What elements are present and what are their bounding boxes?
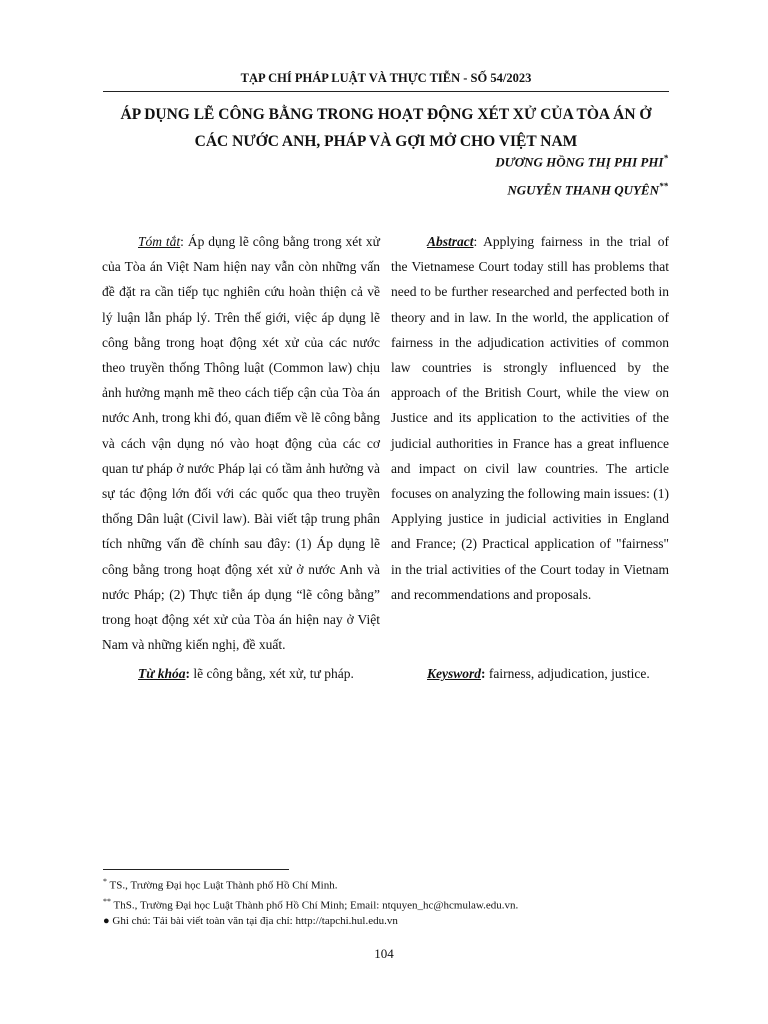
keywords-en [391, 661, 669, 686]
author-1-name: DƯƠNG HỒNG THỊ PHI PHI [495, 154, 664, 170]
keywords-vi-label: Từ khóa [138, 666, 186, 682]
page-number: 104 [374, 946, 394, 961]
article-title [103, 101, 669, 155]
summary-vi [102, 229, 380, 657]
summary-vi-text: : Áp dụng lẽ công bằng trong xét xử của Tòa án Việt Nam hiện nay vẫn còn những vấn đề đặt ra cần tiếp tục nghiên cứu hoàn thiện cả về lý luận lẫn pháp lý. Trên thế giới, việc áp dụng lẽ công bằng trong hoạt động xét xử của các nước theo truyền thống Thông luật (Common law) chịu ảnh hưởng mạnh mẽ theo cách tiếp cận của Tòa án nước Anh, trong khi đó, quan điểm về lẽ công bằng và cách vận dụng nó vào hoạt động của các cơ quan tư pháp ở nước Pháp lại có tầm ảnh hưởng và sự tác động lớn đối với các quốc qua theo truyền thống Dân luật (Civil law). Bài viết tập trung phân tích những vấn đề chính sau đây: (1) Áp dụng lẽ công bằng trong hoạt động xét xử ở nước Anh và nước Pháp; (2) Thực tiễn áp dụng “lẽ công bằng” trong hoạt động xét xử của Tòa án hiện nay ở Việt Nam và những kiến nghị, đề xuất. [102, 234, 380, 653]
english-column [391, 229, 669, 686]
author-2-mark: ** [659, 181, 668, 191]
footnote-2-mark: ** [103, 897, 111, 907]
keywords-vi-colon: : [185, 666, 190, 682]
footnote-2 [103, 894, 673, 914]
keywords-vi [102, 661, 380, 686]
footnote-2-text: ThS., Trường Đại học Luật Thành phố Hồ Chí Minh; Email: ntquyen_hc@hcmulaw.edu.vn. [111, 899, 519, 912]
keywords-en-colon: : [481, 666, 486, 682]
abstract-en-label: Abstract [427, 234, 474, 249]
title-line-1: ÁP DỤNG LẼ CÔNG BẰNG TRONG HOẠT ĐỘNG XÉT XỬ CỦA TÒA ÁN Ở [120, 106, 652, 123]
journal-header: TẠP CHÍ PHÁP LUẬT VÀ THỰC TIỄN - SỐ 54/2023 [103, 71, 669, 92]
footnote-1-text: TS., Trường Đại học Luật Thành phố Hồ Chí Minh. [107, 879, 338, 892]
abstract-en [391, 229, 669, 607]
author-1-mark: * [663, 153, 668, 163]
author-1 [495, 153, 668, 170]
footnote-3-mark: ● [103, 915, 110, 928]
vietnamese-column [102, 229, 380, 687]
footnote-3-text: Ghi chú: Tải bài viết toàn văn tại địa chỉ: http://tapchi.hul.edu.vn [109, 915, 398, 928]
keywords-vi-text: lẽ công bằng, xét xử, tư pháp. [189, 666, 354, 682]
author-2-name: NGUYỄN THANH QUYÊN [507, 182, 659, 198]
author-2 [507, 181, 668, 198]
keywords-en-label: Keysword [427, 666, 481, 682]
footnotes [103, 874, 673, 930]
summary-vi-label: Tóm tắt [138, 234, 181, 249]
title-line-2: CÁC NƯỚC ANH, PHÁP VÀ GỢI MỞ CHO VIỆT NAM [194, 133, 578, 150]
footnote-3 [103, 914, 673, 930]
footnote-rule [103, 869, 289, 870]
footnote-1 [103, 874, 673, 894]
keywords-en-text: fairness, adjudication, justice. [485, 666, 650, 682]
footnote-1-mark: * [103, 877, 107, 886]
abstract-en-text: : Applying fairness in the trial of the Vietnamese Court today still has problems that need to be further researched and perfected both in theory and in law. In the world, the application of fairness in the adjudication activities of common law countries is strongly influenced by the approach of the British Court, while the view on Justice and its application to the activities of the judicial authorities in France has a great influence and impact on civil law countries. The article focuses on analyzing the following main issues: (1) Applying justice in judicial activities in England and France; (2) Practical application of "fairness" in the trial activities of the Court today in Vietnam and recommendations and proposals. [391, 234, 669, 602]
